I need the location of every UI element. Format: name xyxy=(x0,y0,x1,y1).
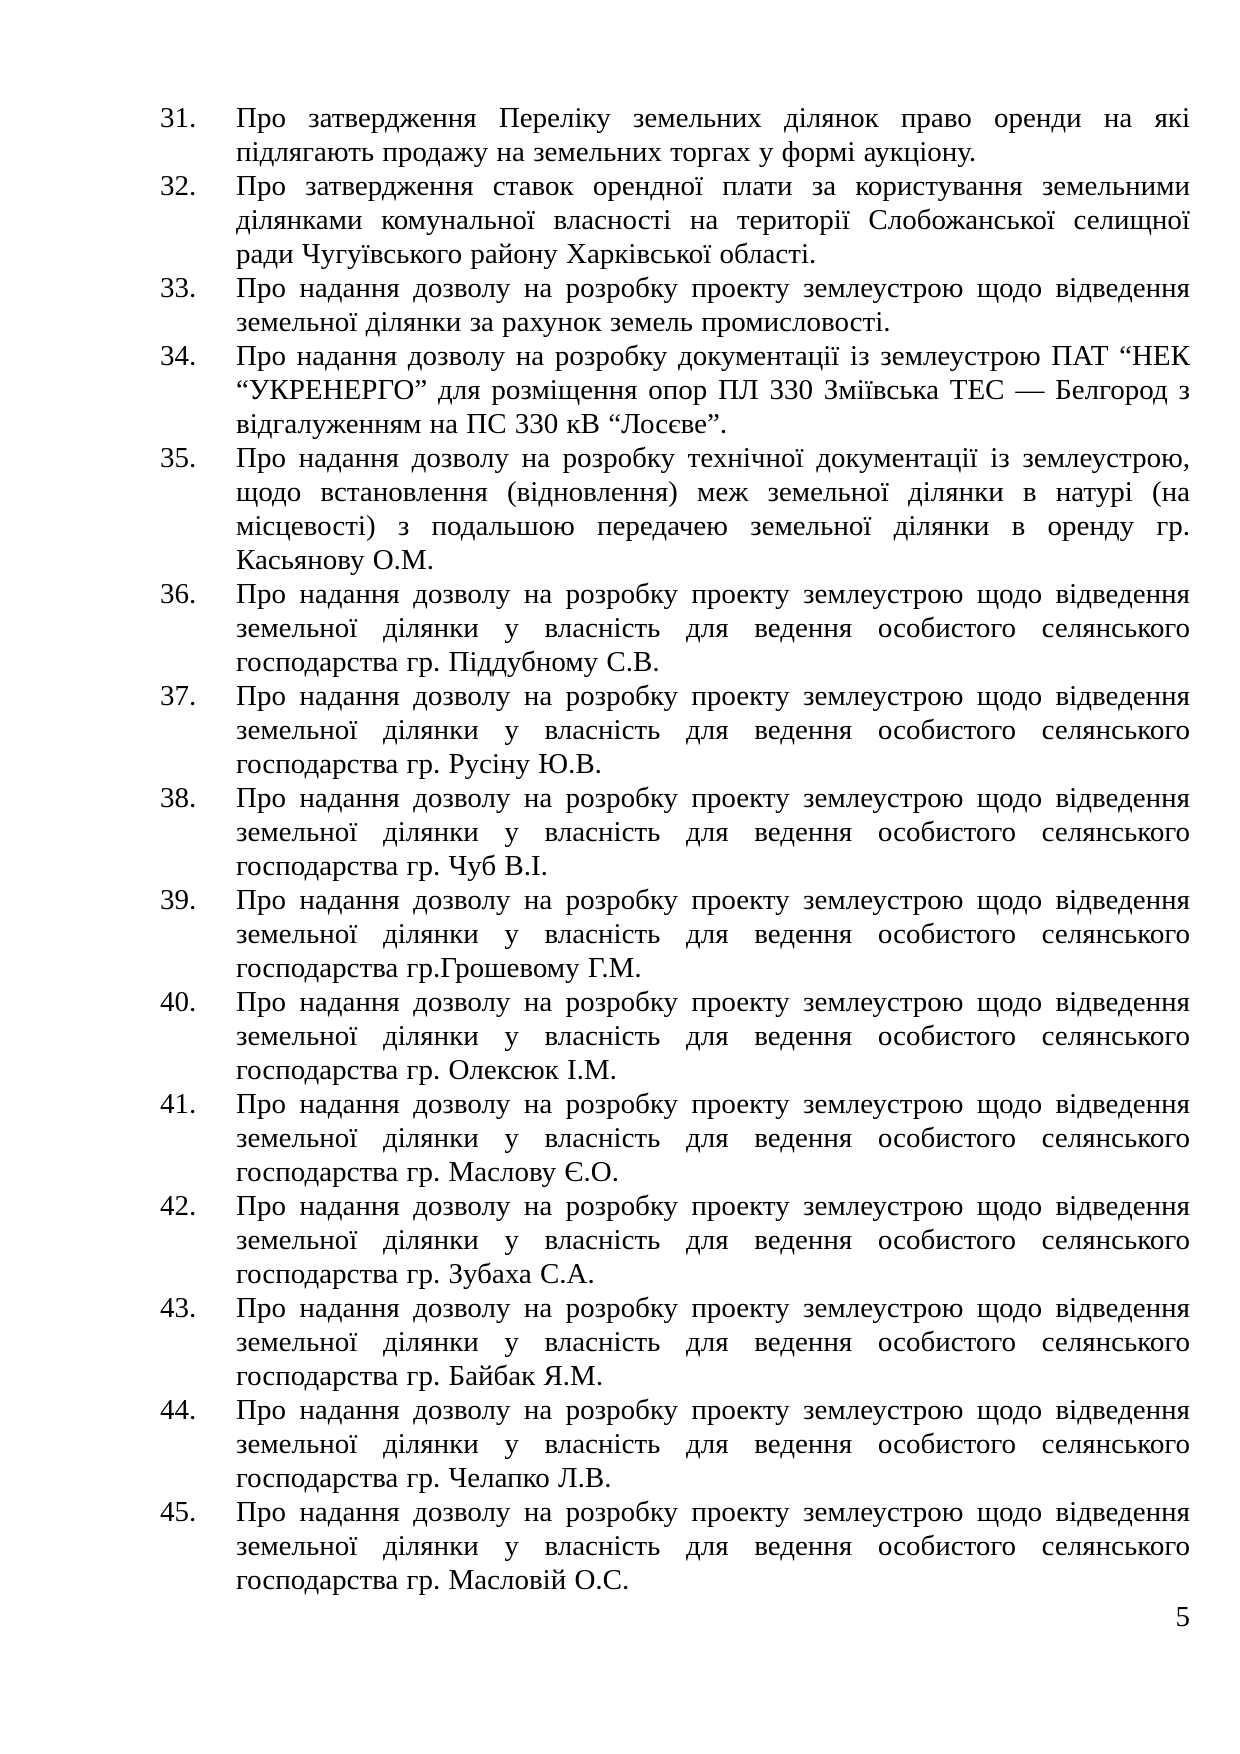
list-item xyxy=(160,101,1190,169)
item-text: Про затвердження ставок орендної плати за користування земельними ділянками комунальної власності на території Слобожанської селищної ради Чугуївського району Харківської області. xyxy=(236,170,1190,270)
item-number: 41. xyxy=(160,1088,197,1120)
list-item xyxy=(160,271,1190,339)
item-number: 33. xyxy=(160,272,197,304)
item-text: Про надання дозволу на розробку проекту землеустрою щодо відведення земельної ділянки у власність для ведення особистого селянського господарства гр. Чуб В.І. xyxy=(236,782,1190,882)
list-item xyxy=(160,1291,1190,1393)
list-item xyxy=(160,339,1190,441)
item-text: Про надання дозволу на розробку проекту землеустрою щодо відведення земельної ділянки у власність для ведення особистого селянського господарства гр. Байбак Я.М. xyxy=(236,1292,1190,1392)
item-text: Про надання дозволу на розробку проекту землеустрою щодо відведення земельної ділянки у власність для ведення особистого селянського господарства гр. Піддубному С.В. xyxy=(236,578,1190,678)
item-number: 42. xyxy=(160,1190,197,1222)
item-text: Про надання дозволу на розробку проекту землеустрою щодо відведення земельної ділянки у власність для ведення особистого селянського господарства гр. Русіну Ю.В. xyxy=(236,680,1190,780)
list-item xyxy=(160,577,1190,679)
item-number: 45. xyxy=(160,1496,197,1528)
item-number: 31. xyxy=(160,102,197,134)
item-number: 32. xyxy=(160,170,197,202)
list-item xyxy=(160,1087,1190,1189)
item-number: 35. xyxy=(160,442,197,474)
item-number: 37. xyxy=(160,680,197,712)
item-number: 44. xyxy=(160,1394,197,1426)
list-item xyxy=(160,1189,1190,1291)
item-text: Про надання дозволу на розробку проекту землеустрою щодо відведення земельної ділянки у власність для ведення особистого селянського господарства гр. Олексюк І.М. xyxy=(236,986,1190,1086)
item-text: Про затвердження Переліку земельних ділянок право оренди на які підлягають продажу на земельних торгах у формі аукціону. xyxy=(236,102,1190,168)
item-text: Про надання дозволу на розробку проекту землеустрою щодо відведення земельної ділянки за рахунок земель промисловості. xyxy=(236,272,1190,338)
item-number: 39. xyxy=(160,884,197,916)
item-text: Про надання дозволу на розробку проекту землеустрою щодо відведення земельної ділянки у власність для ведення особистого селянського господарства гр. Маслову Є.О. xyxy=(236,1088,1190,1188)
item-text: Про надання дозволу на розробку проекту землеустрою щодо відведення земельної ділянки у власність для ведення особистого селянського господарства гр. Челапко Л.В. xyxy=(236,1394,1190,1494)
page-number: 5 xyxy=(1175,1601,1190,1633)
item-text: Про надання дозволу на розробку проекту землеустрою щодо відведення земельної ділянки у власність для ведення особистого селянського господарства гр.Грошевому Г.М. xyxy=(236,884,1190,984)
list-item xyxy=(160,441,1190,577)
item-number: 43. xyxy=(160,1292,197,1324)
item-number: 34. xyxy=(160,340,197,372)
list-item xyxy=(160,985,1190,1087)
list-item xyxy=(160,169,1190,271)
item-text: Про надання дозволу на розробку документації із землеустрою ПАТ “НЕК “УКРЕНЕРГО” для розміщення опор ПЛ 330 Зміївська ТЕС — Белгород з відгалуженням на ПС 330 кВ “Лосєве”. xyxy=(236,340,1190,440)
list-item xyxy=(160,679,1190,781)
item-text: Про надання дозволу на розробку проекту землеустрою щодо відведення земельної ділянки у власність для ведення особистого селянського господарства гр. Зубаха С.А. xyxy=(236,1190,1190,1290)
item-number: 40. xyxy=(160,986,197,1018)
list-item xyxy=(160,883,1190,985)
list-item xyxy=(160,781,1190,883)
list-item xyxy=(160,1393,1190,1495)
item-number: 38. xyxy=(160,782,197,814)
item-number: 36. xyxy=(160,578,197,610)
list-item xyxy=(160,1495,1190,1597)
item-text: Про надання дозволу на розробку проекту землеустрою щодо відведення земельної ділянки у власність для ведення особистого селянського господарства гр. Масловій О.С. xyxy=(236,1496,1190,1596)
item-text: Про надання дозволу на розробку технічної документації із землеустрою, щодо встановлення (відновлення) меж земельної ділянки в натурі (на місцевості) з подальшою передачею земельної ділянки в оренду гр. Касьянову О.М. xyxy=(236,442,1190,576)
agenda-list xyxy=(160,101,1190,1597)
